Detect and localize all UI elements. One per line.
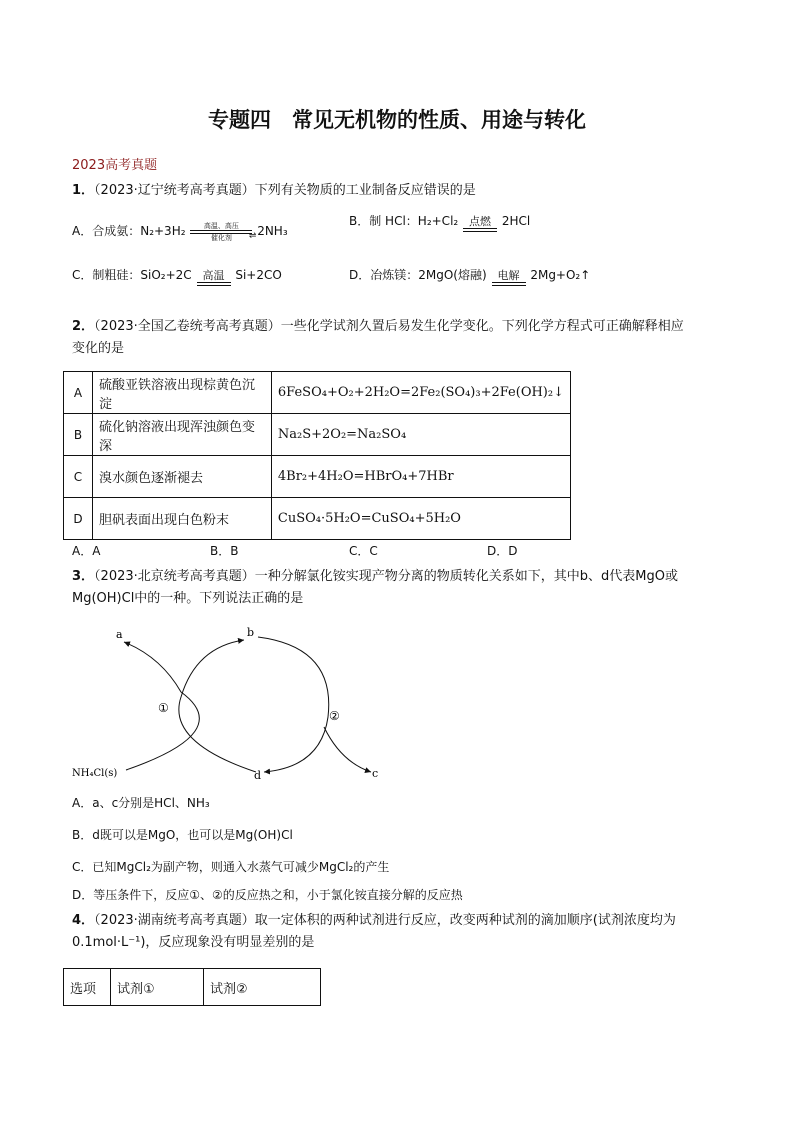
q1-option-b: B．制 HCl：H₂+Cl₂ 点燃 2HCl [349,210,530,232]
header-reagent-1: 试剂① [111,969,204,1006]
table-row [64,969,321,1006]
arrow-to-d [258,637,329,772]
header-reagent-2: 试剂② [204,969,321,1006]
table-row: B 硫化钠溶液出现浑浊颜色变深 Na₂S+2O₂=Na₂SO₄ [64,414,571,456]
table-row: A 硫酸亚铁溶液出现棕黄色沉淀 6FeSO₄+O₂+2H₂O=2Fe₂(SO₄)₃+2Fe(OH)₂↓ [64,372,571,414]
step-2-label: ② [329,709,340,723]
question-4-stem: 4．（2023·湖南统考高考真题）取一定体积的两种试剂进行反应，改变两种试剂的滴加顺序(试剂浓度均为 0.1mol·L⁻¹)，反应现象没有明显差别的是 [72,913,676,950]
label-a: a [116,628,123,641]
label-b: b [247,626,255,639]
page-title: 专题四 常见无机物的性质、用途与转化 [208,108,586,132]
q2-answer-a: A．A [72,544,101,558]
conversion-diagram [66,622,396,782]
q1-option-d: D．冶炼镁：2MgO(熔融) 电解 2Mg+O₂↑ [349,264,590,286]
q4-table [63,968,321,1006]
q1-option-a: A．合成氨：N₂+3H₂ 高温、高压 ⇌ 催化剂 2NH₃ [72,222,288,242]
q3-option-b: B．d既可以是MgO，也可以是Mg(OH)Cl [72,828,293,842]
q2-answer-c: C．C [349,544,378,558]
table-row: C 溴水颜色逐渐褪去 4Br₂+4H₂O=HBrO₄+7HBr [64,456,571,498]
header-option: 选项 [64,969,111,1006]
q3-option-a: A．a、c分别是HCl、NH₃ [72,796,210,810]
q2-answer-d: D．D [487,544,518,558]
q2-table [63,371,571,540]
section-heading: 2023高考真题 [72,158,158,173]
question-3-stem: 3．（2023·北京统考高考真题）一种分解氯化铵实现产物分离的物质转化关系如下，其中b、d代表MgO或 Mg(OH)Cl中的一种。下列说法正确的是 [72,569,678,606]
question-2-stem: 2．（2023·全国乙卷统考高考真题）一些化学试剂久置后易发生化学变化。下列化学方程式可正确解释相应 变化的是 [72,319,684,356]
label-d: d [254,769,262,782]
question-1-stem: 1．（2023·辽宁统考高考真题）下列有关物质的工业制备反应错误的是 [72,183,476,198]
step-1-label: ① [158,701,169,715]
label-c: c [372,767,379,780]
table-row: D 胆矾表面出现白色粉末 CuSO₄·5H₂O=CuSO₄+5H₂O [64,498,571,540]
q2-answer-b: B．B [210,544,239,558]
arrow-to-c [324,727,371,772]
arrow-to-b [179,640,256,772]
q3-option-c: C．已知MgCl₂为副产物，则通入水蒸气可减少MgCl₂的产生 [72,860,390,874]
label-nh4cl: NH₄Cl(s) [72,768,118,779]
q1-option-c: C．制粗硅：SiO₂+2C 高温 Si+2CO [72,264,282,286]
q3-option-d: D．等压条件下，反应①、②的反应热之和，小于氯化铵直接分解的反应热 [72,888,463,902]
